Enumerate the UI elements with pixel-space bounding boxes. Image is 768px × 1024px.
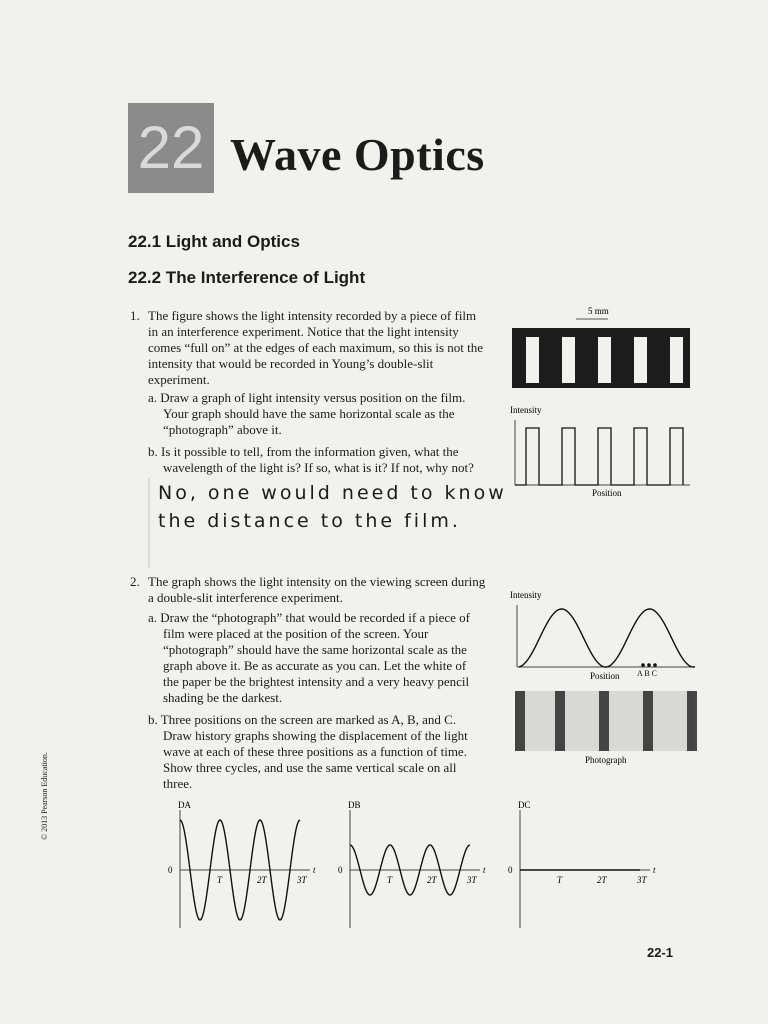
tick-label: 3T [637,875,647,885]
q1-line: comes “full on” at the edges of each maximum, so this is not the [148,340,484,355]
q1-part-b [148,444,474,476]
answer-margin-line [148,478,150,568]
zero-label: 0 [508,865,513,875]
dark-fringe [599,691,609,751]
q1-stem [148,308,493,388]
dark-fringe [515,691,525,751]
q2-part-a [148,610,470,706]
zero-label: 0 [338,865,343,875]
tick-label: T [387,875,393,885]
history-graph-label: DA [178,800,191,810]
handwritten-answer-line2: the distance to the film. [158,510,461,532]
tick-label: 3T [467,875,477,885]
tick-label: 2T [597,875,607,885]
q1a-line: a. Draw a graph of light intensity versus position on the film. [148,390,466,405]
q1-drawn-intensity-graph [515,428,683,485]
bright-fringe [670,337,683,383]
q1-xlabel: Position [592,488,622,498]
q2a-line: graph above it. Be as accurate as you can. Let the white of [163,658,467,673]
q2-ylabel: Intensity [510,590,542,600]
q1-line: experiment. [148,372,210,387]
q2-part-b [148,712,468,792]
q1-number: 1. [130,308,140,323]
point-a [641,663,645,667]
bright-fringe [562,337,575,383]
q2b-line: Draw history graphs showing the displacement of the light [163,728,468,743]
history-graphs [170,800,690,930]
zero-label: 0 [168,865,173,875]
q2a-line: a. Draw the “photograph” that would be recorded if a piece of [148,610,470,625]
point-c [653,663,657,667]
chapter-title: Wave Optics [230,129,485,180]
q2-xlabel: Position [590,671,620,681]
section-heading-22-2: 22.2 The Interference of Light [128,268,366,287]
handwritten-answer-line1: No, one would need to know [158,482,507,504]
q2-figure [505,585,705,770]
bright-fringe [526,337,539,383]
section-heading-22-1: 22.1 Light and Optics [128,232,300,251]
t-label: t [653,865,656,875]
q2b-line: three. [163,776,193,791]
q2-stem [148,574,485,606]
q1a-line: “photograph” above it. [163,422,282,437]
q2a-line: film were placed at the position of the screen. Your [163,626,429,641]
q2b-line: b. Three positions on the screen are marked as A, B, and C. [148,712,457,727]
t-label: t [313,865,316,875]
q1-line: intensity that would be recorded in Young’s double-slit [148,356,434,371]
page-number: 22-1 [646,945,673,960]
q1b-line: b. Is it possible to tell, from the information given, what the [148,444,459,459]
bright-fringe [598,337,611,383]
q2-line: The graph shows the light intensity on the viewing screen during [148,574,486,589]
t-label: t [483,865,486,875]
chapter-number: 22 [128,103,214,193]
photo-label: Photograph [585,755,627,765]
q2b-line: wave at each of these three positions as a function of time. [163,744,467,759]
q1a-line: Your graph should have the same horizontal scale as the [163,406,455,421]
copyright-note: © 2013 Pearson Education. [40,752,49,840]
bright-fringe [634,337,647,383]
q2a-line: the paper be the brightest intensity and a very heavy pencil [163,674,470,689]
abc-marks: A B C [637,669,658,678]
q1b-line: wavelength of the light is? If so, what is it? If not, why not? [163,460,474,475]
tick-label: 2T [427,875,437,885]
dark-fringe [687,691,697,751]
q2-line: a double-slit interference experiment. [148,590,343,605]
q1-figure [500,300,700,510]
q2-number: 2. [130,574,140,589]
q1-ylabel: Intensity [510,405,542,415]
dark-fringe [643,691,653,751]
tick-label: 2T [257,875,267,885]
q1-part-a [148,390,465,438]
q2-intensity-curve [519,609,695,667]
q2a-line: shading be the darkest. [163,690,283,705]
tick-label: 3T [297,875,307,885]
history-graph-label: DC [518,800,531,810]
q2a-line: “photograph” should have the same horizontal scale as the [163,642,467,657]
q1-line: in an interference experiment. Notice that the light intensity [148,324,459,339]
tick-label: T [217,875,223,885]
scale-label: 5 mm [588,306,609,316]
q2b-line: Show three cycles, and use the same vertical scale on all [163,760,457,775]
history-graph-label: DB [348,800,361,810]
tick-label: T [557,875,563,885]
point-b [647,663,651,667]
dark-fringe [555,691,565,751]
history-graph-group [168,800,656,928]
q1-line: The figure shows the light intensity recorded by a piece of film [148,308,477,323]
